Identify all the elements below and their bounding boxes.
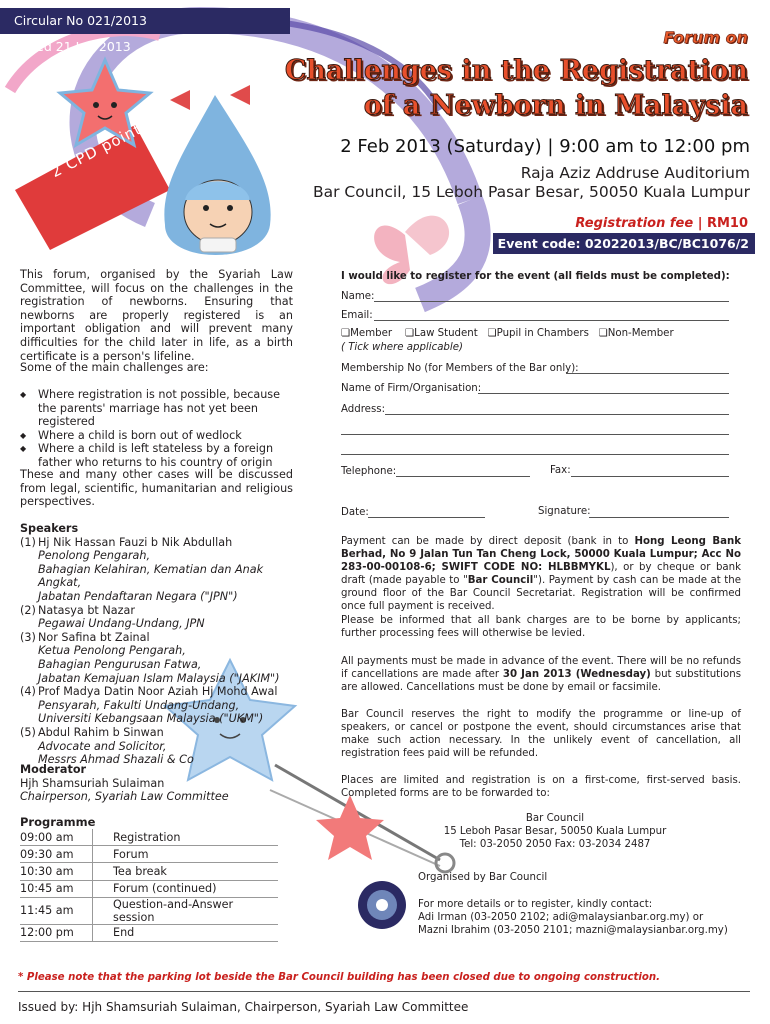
circular-number: Circular No 021/2013 [14,13,147,28]
speaker-entry [20,631,293,685]
telephone-field[interactable] [396,475,530,477]
table-row [20,924,278,941]
speaker-role: Jabatan Pendaftaran Negara ("JPN") [38,589,238,603]
contact-line[interactable]: Mazni Ibrahim (03-2050 2101; mazni@malaysianbar.org.my) [418,925,728,936]
speaker-entry [20,536,293,604]
category-options [341,327,741,340]
programme-time: 09:00 am [20,829,93,846]
address-field-line3[interactable] [341,453,729,455]
programme-time: 10:45 am [20,880,93,897]
programme-heading: Programme [20,815,96,829]
table-row [20,880,278,897]
membership-label: Membership No (for Members of the Bar only): [341,363,579,374]
speaker-number: (1) [20,535,36,549]
checkbox-pupil-in-chambers[interactable]: ❏Pupil in Chambers [487,328,589,339]
speaker-role: Jabatan Kemajuan Islam Malaysia ("JAKIM") [38,671,280,685]
speaker-role: Penolong Pengarah, [38,549,151,563]
tick-note: ( Tick where applicable) [341,342,463,353]
venue-name: Raja Aziz Addruse Auditorium [520,164,750,182]
challenge-item: ◆ Where registration is not possible, because the parents' marriage has not yet been registered [20,388,293,429]
event-title-line2: of a Newborn in Malaysia [363,90,748,121]
speaker-name: Natasya bt Nazar [38,603,135,617]
organised-by: Organised by Bar Council [418,872,548,883]
membership-field[interactable] [566,372,729,374]
moderator-role: Chairperson, Syariah Law Committee [20,790,229,804]
telephone-label: Telephone: [341,466,397,477]
speaker-number: (2) [20,603,36,617]
speaker-role: Bahagian Pengurusan Fatwa, [38,657,202,671]
moderator-section [20,763,293,804]
cancellation-deadline: 30 Jan 2013 (Wednesday) [502,669,651,680]
event-title-line1: Challenges in the Registration [284,55,748,86]
firm-field[interactable] [478,392,729,394]
moderator-name: Hjh Shamsuriah Sulaiman [20,776,165,790]
speaker-role: Pegawai Undang-Undang, JPN [38,617,205,631]
refund-text: but substitutions are allowed. Cancellations must be done by email or facsimile. [341,669,741,693]
challenge-item: ◆ Where a child is born out of wedlock [20,429,293,443]
programme-activity: End [93,924,279,941]
programme-time: 10:30 am [20,863,93,880]
moderator-heading: Moderator [20,763,87,776]
speaker-role: Messrs Ahmad Shazali & Co [38,753,194,767]
speaker-name: Prof Madya Datin Noor Aziah Hj Mohd Awal [38,685,278,699]
speaker-number: (5) [20,725,36,739]
email-label: Email: [341,310,373,321]
speaker-role: Ketua Penolong Pengarah, [38,644,186,658]
refund-text: All payments must be made in advance of the event. There will be no refunds if cancellations are made after [341,656,741,680]
programme-activity: Forum (continued) [93,880,279,897]
payment-paragraph [341,535,741,613]
date-label: Date: [341,507,369,518]
intro-paragraph: This forum, organised by the Syariah Law Committee, will focus on the challenges in the registration of newborns. Ensuring that newborns are properly registered is an important obligation and will prevent many difficulties for the child later in life, as a birth certificate is a person's lifeline. [20,268,293,363]
speaker-name: Nor Safina bt Zainal [38,630,150,644]
contact-block [418,898,728,937]
address-line: Bar Council [525,813,585,824]
payment-text: ), or by cheque or bank draft (made payable to " [341,562,742,586]
address-field-line2[interactable] [341,433,729,435]
speaker-role: Universiti Kebangsaan Malaysia ("UKM") [38,712,264,726]
footer-divider [18,991,750,992]
speaker-role: Advocate and Solicitor, [38,739,167,753]
speaker-name: Abdul Rahim b Sinwan [38,725,164,739]
contact-line: For more details or to register, kindly contact: [418,899,653,910]
cpd-badge: 2 CPD points [48,115,153,182]
challenges-list [20,388,293,470]
email-field[interactable] [374,319,729,321]
table-row [20,863,278,880]
address-label: Address: [341,404,386,415]
programme-activity: Question-and-Answer session [93,897,279,924]
speaker-number: (3) [20,630,36,644]
table-row [20,897,278,924]
speaker-entry [20,726,293,767]
payee-name: Bar Council [467,575,534,586]
programme-activity: Forum [93,846,279,863]
forum-on-label: Forum on [663,28,748,47]
speaker-number: (4) [20,685,36,699]
payment-text: "). Payment by cash can be made at the ground floor of the Bar Council Secretariat. Registration will be confirmed once full payment is received. [341,575,742,612]
programme-time: 11:45 am [20,897,93,924]
registration-fee [575,216,748,231]
challenge-item: ◆ Where a child is left stateless by a foreign father who returns to his country of origin [20,442,293,469]
other-cases-paragraph: These and many other cases will be discussed from legal, scientific, humanitarian and religious perspectives. [20,468,293,509]
bank-details: Hong Leong Bank Berhad, No 9 Jalan Tun Tan Cheng Lock, 50000 Kuala Lumpur; Acc No 283-00-00108-6; SWIFT CODE NO: HLBBMYKL [341,536,741,573]
address-field[interactable] [385,413,729,415]
speakers-heading: Speakers [20,522,79,535]
checkbox-member[interactable]: ❏Member [341,328,393,339]
table-row [20,829,278,846]
programme-time: 09:30 am [20,846,93,863]
programme-table [20,829,278,942]
address-line: Tel: 03-2050 2050 Fax: 03-2034 2487 [459,839,651,850]
firm-label: Name of Firm/Organisation: [341,383,482,394]
issued-by: Issued by: Hjh Shamsuriah Sulaiman, Chairperson, Syariah Law Committee [18,1000,469,1014]
parking-note: * Please note that the parking lot beside the Bar Council building has been closed due to ongoing construction. [18,972,660,983]
speaker-role: Bahagian Kelahiran, Kematian dan Anak Angkat, [38,562,264,590]
bar-council-address [410,812,700,851]
signature-field[interactable] [589,516,729,518]
signature-label: Signature: [538,506,591,517]
address-line: 15 Leboh Pasar Besar, 50050 Kuala Lumpur [443,826,667,837]
checkbox-non-member[interactable]: ❏Non-Member [598,328,674,339]
speaker-entry [20,604,293,631]
table-row [20,846,278,863]
speaker-role: Pensyarah, Fakulti Undang-Undang, [38,698,240,712]
event-date-time: 2 Feb 2013 (Saturday) | 9:00 am to 12:00 pm [340,136,750,157]
circular-date: Dated 21 Jan 2013 [14,39,131,54]
registration-fee-label: Registration fee [575,216,694,231]
name-label: Name: [341,291,375,302]
speaker-entry [20,685,293,726]
speakers-section [20,522,293,767]
bank-charges-paragraph: Please be informed that all bank charges are to be borne by applicants; further processing fees will otherwise be levied. [341,615,741,639]
programme-time: 12:00 pm [20,924,93,941]
refund-paragraph [341,655,741,694]
reservation-paragraph: Bar Council reserves the right to modify the programme or line-up of speakers, or cancel or postpone the event, should circumstances arise that make such action necessary. In the unlikely event of cancellation, all registration fees paid will be refunded. [341,709,741,759]
fax-label: Fax: [550,465,571,476]
venue-address: Bar Council, 15 Leboh Pasar Besar, 50050 Kuala Lumpur [313,183,750,201]
contact-line[interactable]: Adi Irman (03-2050 2102; adi@malaysianbar.org.my) or [418,912,704,923]
places-paragraph: Places are limited and registration is on a first-come, first-served basis. Completed forms are to be forwarded to: [341,775,741,799]
registration-fee-value: | RM10 [697,216,748,231]
programme-activity: Tea break [93,863,279,880]
challenges-heading: Some of the main challenges are: [20,361,209,374]
name-field[interactable] [374,300,729,302]
checkbox-law-student[interactable]: ❏Law Student [405,328,478,339]
fax-field[interactable] [571,475,729,477]
programme-activity: Registration [93,829,279,846]
speaker-name: Hj Nik Hassan Fauzi b Nik Abdullah [38,535,233,549]
form-heading: I would like to register for the event (all fields must be completed): [341,271,730,282]
payment-text: Payment can be made by direct deposit (bank in to [341,536,635,547]
date-field[interactable] [368,516,485,518]
circular-bar [0,8,290,54]
event-code: Event code: 02022013/BC/BC1076/2 [493,233,755,254]
